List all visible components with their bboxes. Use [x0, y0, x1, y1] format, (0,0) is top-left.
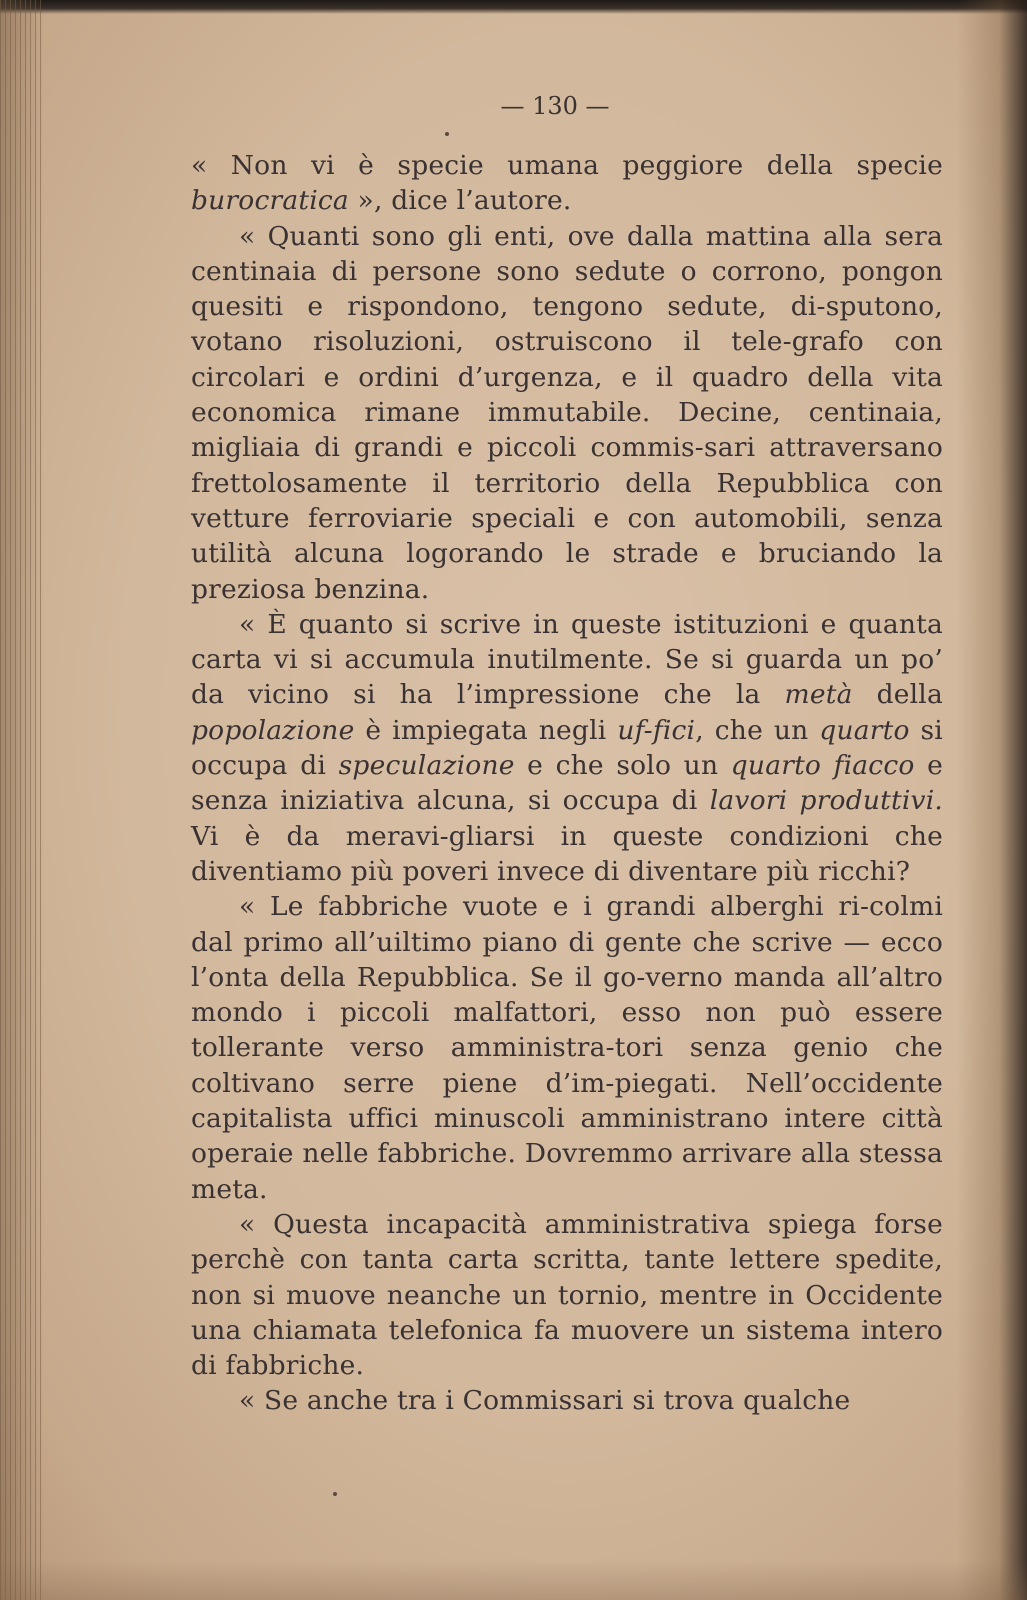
- paragraph: [191, 219, 943, 607]
- paragraph: [191, 607, 943, 889]
- text-run: si occupa di: [191, 714, 943, 782]
- italic-text: quarto: [819, 714, 910, 746]
- text-run: « Non vi è specie umana peggiore della specie: [191, 150, 943, 181]
- page-bottom-shade: [0, 1560, 1027, 1600]
- text-run: , che un: [695, 714, 820, 746]
- page-top-edge: [0, 0, 1027, 14]
- paragraph: [191, 148, 943, 219]
- italic-text: uf-fici: [617, 714, 696, 746]
- binding-shadow: [957, 0, 1027, 1600]
- speck-mark: [333, 1492, 337, 1496]
- paragraph: [191, 1383, 943, 1418]
- page-stack-edges: [0, 0, 44, 1600]
- text-run: « Quanti sono gli enti, ove dalla mattina alla sera centinaia di persone sono sedute o corrono, pongon quesiti e rispondono, tengono sedute, di-sputono, votano risoluzioni, ostruiscono il tele-grafo con circolari e ordini d’urgenza, e il quadro della vita economica rimane immutabile. Decine, centinaia, migliaia di grandi e piccoli commis-sari attraversano frettolosamente il territorio della Repubblica con vetture ferroviarie speciali e con automobili, senza utilità alcuna logorando le strade e bruciando la preziosa benzina.: [191, 220, 943, 605]
- text-run: « Questa incapacità amministrativa spiega forse perchè con tanta carta scritta, tante lettere spedite, non si muove neanche un tornio, mentre in Occidente una chiamata telefonica fa muovere un sistema intero di fabbriche.: [191, 1208, 943, 1382]
- italic-text: popolazione: [191, 714, 355, 746]
- paragraph: [191, 1207, 943, 1383]
- italic-text: burocratica: [191, 185, 349, 217]
- text-run: e che solo un: [514, 750, 731, 782]
- paragraph: [191, 889, 943, 1207]
- text-run: « Le fabbriche vuote e i grandi alberghi ri-colmi dal primo all’uiltimo piano di gente che scrive — ecco l’onta della Repubblica. Se il go-verno manda all’altro mondo i piccoli malfattori, esso non può essere tollerante verso amministra-tori senza genio che coltivano serre piene d’im-piegati. Nell’occidente capitalista uffici minuscoli amministrano intere città operaie nelle fabbriche. Dovremmo arrivare alla stessa meta.: [191, 891, 943, 1205]
- text-run: è impiegata negli: [354, 714, 618, 746]
- body-text: [191, 148, 943, 1419]
- text-run: », dice l’autore.: [348, 185, 572, 217]
- italic-text: metà: [784, 679, 853, 711]
- speck-mark: [445, 132, 449, 136]
- text-run: « Se anche tra i Commissari si trova qualche: [239, 1385, 851, 1417]
- italic-text: speculazione: [338, 750, 515, 782]
- text-run: « È quanto si scrive in queste istituzioni e quanta carta vi si accumula inutilmente. Se si guarda un po’ da vicino si ha l’impressione che la: [191, 608, 943, 711]
- page-number: — 130 —: [500, 92, 610, 120]
- italic-text: lavori produttivi.: [709, 785, 943, 817]
- text-run: della: [852, 679, 943, 711]
- text-run: e senza iniziativa alcuna, si occupa di: [191, 750, 943, 817]
- italic-text: quarto fiacco: [730, 750, 915, 782]
- text-run: Vi è da meravi-gliarsi in queste condizioni che diventiamo più poveri invece di diventare più ricchi?: [191, 820, 943, 887]
